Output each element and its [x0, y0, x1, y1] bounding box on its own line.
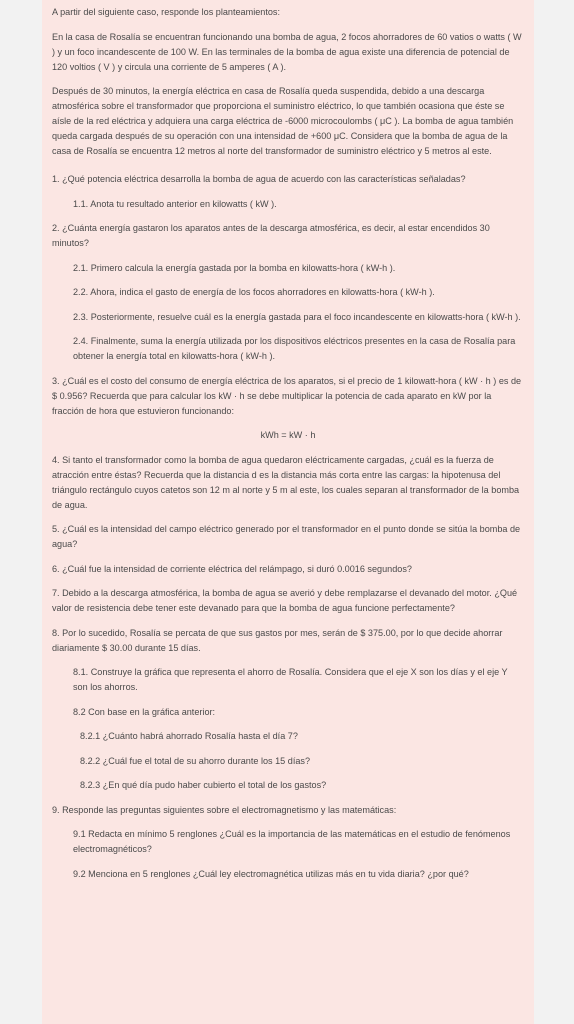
question-8: 8. Por lo sucedido, Rosalía se percata de que sus gastos por mes, serán de $ 375.00, por lo que decide ahorrar diariamente $ 30.00 durante 15 días.	[52, 627, 503, 653]
question-5: 5. ¿Cuál es la intensidad del campo eléctrico generado por el transformador en el punto donde se sitúa la bomba de agua?	[52, 524, 521, 549]
question-2-2: 2.2. Ahora, indica el gasto de energía de los focos ahorradores en kilowatts-hora ( kW-h ).	[73, 287, 435, 297]
question-8-2: 8.2 Con base en la gráfica anterior:	[73, 706, 216, 717]
document-page	[42, 0, 534, 1024]
case-paragraph-2: Después de 30 minutos, la energía eléctrica en casa de Rosalía queda suspendida, debido a una descarga atmosférica sobre el transformador que proporciona el suministro eléctrico, lo que también ocasiona que éste se aísle de la red eléctrica y adquiera una carga eléctrica de -6000 microcoulombs ( μC ). La bomba de agua también queda cargada después de su operación con una intensidad de +600 μC. Considera que la bomba de agua de la casa de Rosalía se encuentra 12 metros al norte del transformador de suministro eléctrico y 5 metros al este.	[52, 86, 514, 156]
question-2: 2. ¿Cuánta energía gastaron los aparatos antes de la descarga atmosférica, es decir, al estar encendidos 30 minutos?	[52, 223, 490, 248]
question-7: 7. Debido a la descarga atmosférica, la bomba de agua se averió y debe remplazarse el devanado del motor. ¿Qué valor de resistencia debe tener este devanado para que la bomba de agua funcione perfectamente?	[52, 588, 518, 613]
document-body	[42, 0, 534, 882]
question-8-2-2: 8.2.2 ¿Cuál fue el total de su ahorro durante los 15 días?	[80, 755, 311, 766]
question-8-1: 8.1. Construye la gráfica que representa el ahorro de Rosalía. Considera que el eje X son los días y el eje Y son los ahorros.	[73, 667, 508, 692]
intro-text: A partir del siguiente caso, responde los planteamientos:	[52, 7, 280, 17]
question-4: 4. Si tanto el transformador como la bomba de agua quedaron eléctricamente cargadas, ¿cuál es la fuerza de atracción entre éstas? Recuerda que la distancia d es la distancia más corta entre las cargas: la hipotenusa del triángulo rectángulo cuyos catetos son 12 m al norte y 5 m al este, los cuales separan al transformador de la bomba de agua.	[52, 454, 520, 510]
question-9: 9. Responde las preguntas siguientes sobre el electromagnetismo y las matemáticas:	[52, 804, 397, 815]
question-2-1: 2.1. Primero calcula la energía gastada por la bomba en kilowatts-hora ( kW-h ).	[73, 262, 396, 273]
question-2-4: 2.4. Finalmente, suma la energía utilizada por los dispositivos eléctricos presentes en la casa de Rosalía para obtener la energía total en kilowatts-hora ( kW-h ).	[73, 336, 516, 361]
question-3: 3. ¿Cuál es el costo del consumo de energía eléctrica de los aparatos, si el precio de 1 kilowatt-hora ( kW · h ) es de $ 0.956? Recuerda que para calcular los kW · h se debe multiplicar la potencia de cada aparato en kW por la fracción de hora que estuvieron funcionando:	[52, 375, 522, 416]
question-6: 6. ¿Cuál fue la intensidad de corriente eléctrica del relámpago, si duró 0.0016 segundos?	[52, 563, 412, 574]
question-9-2: 9.2 Menciona en 5 renglones ¿Cuál ley electromagnética utilizas más en tu vida diaria? ¿por qué?	[73, 868, 469, 879]
question-8-2-1: 8.2.1 ¿Cuánto habrá ahorrado Rosalía hasta el día 7?	[80, 731, 298, 741]
question-9-1: 9.1 Redacta en mínimo 5 renglones ¿Cuál es la importancia de las matemáticas en el estudio de fenómenos electromagnéticos?	[73, 829, 511, 854]
formula: kWh = kW · h	[260, 430, 316, 440]
question-2-3: 2.3. Posteriormente, resuelve cuál es la energía gastada para el foco incandescente en kilowatts-hora ( kW-h ).	[73, 311, 521, 322]
case-paragraph-1: En la casa de Rosalía se encuentran funcionando una bomba de agua, 2 focos ahorradores de 60 vatios o watts ( W ) y un foco incandescente de 100 W. En las terminales de la bomba de agua existe una diferencia de potencial de 120 voltios ( V ) y circula una corriente de 5 amperes ( A ).	[52, 31, 522, 72]
question-8-2-3: 8.2.3 ¿En qué día pudo haber cubierto el total de los gastos?	[80, 780, 327, 790]
question-1-1: 1.1. Anota tu resultado anterior en kilowatts ( kW ).	[73, 198, 277, 209]
question-1: 1. ¿Qué potencia eléctrica desarrolla la bomba de agua de acuerdo con las características señaladas?	[52, 174, 466, 184]
